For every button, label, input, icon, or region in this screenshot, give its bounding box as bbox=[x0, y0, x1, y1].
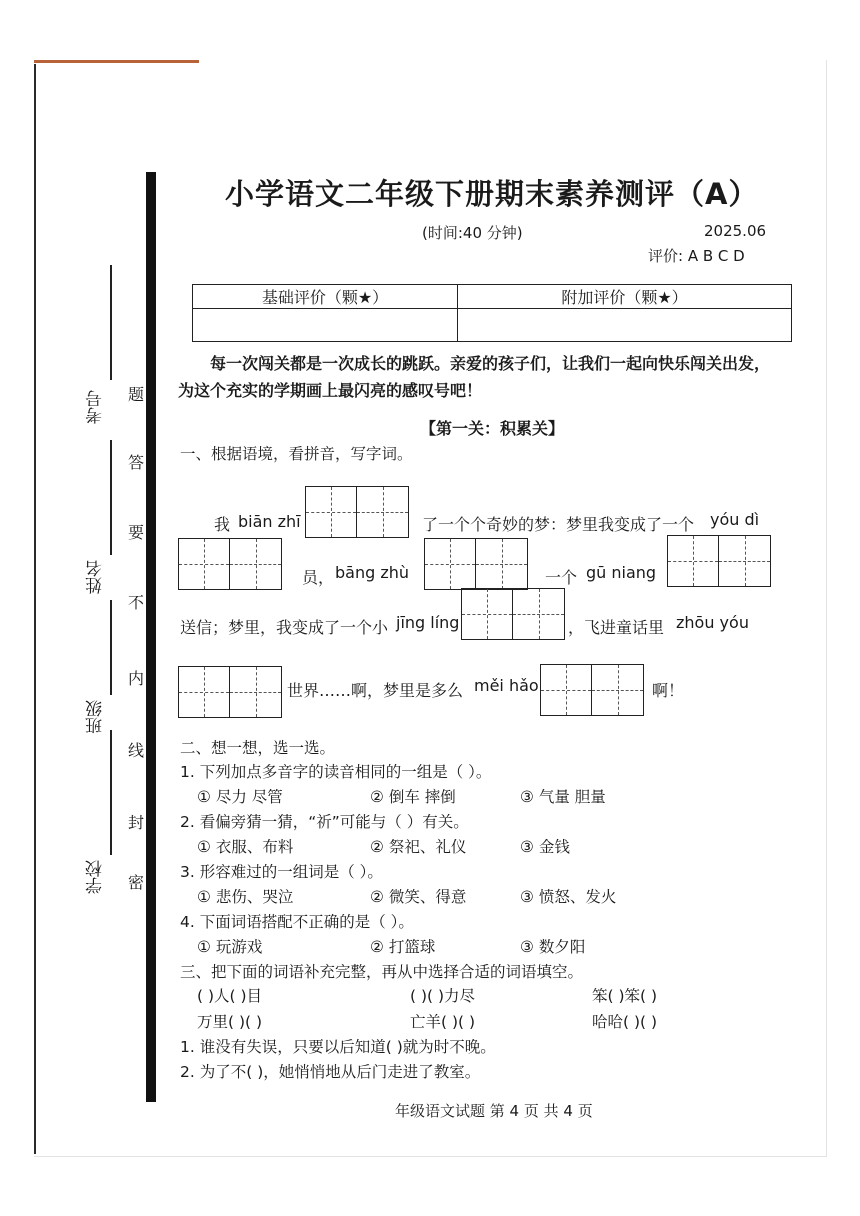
school-label: 学校 bbox=[86, 860, 106, 894]
text-fragment: 了一个个奇妙的梦：梦里我变成了一个 bbox=[422, 515, 695, 534]
seal-char: 内 bbox=[128, 669, 145, 688]
pinyin: zhōu yóu bbox=[676, 613, 749, 632]
school-line bbox=[110, 730, 112, 855]
top-edge-mark bbox=[34, 60, 199, 63]
writing-grid[interactable] bbox=[178, 666, 282, 718]
writing-grid[interactable] bbox=[424, 538, 528, 590]
writing-grid[interactable] bbox=[178, 538, 282, 590]
page-title: 小学语文二年级下册期末素养测评（A） bbox=[225, 177, 759, 211]
seal-char: 答 bbox=[128, 453, 145, 472]
seal-char: 要 bbox=[128, 523, 145, 542]
exam-date: 2025.06 bbox=[704, 222, 767, 240]
question-text: 4. 下面词语搭配不正确的是（ ）。 bbox=[180, 913, 414, 931]
writing-grid[interactable] bbox=[305, 486, 409, 538]
option-1[interactable]: ① 玩游戏 bbox=[197, 938, 263, 956]
page-footer: 年级语文试题 第 4 页 共 4 页 bbox=[395, 1102, 593, 1120]
pinyin: měi hǎo bbox=[474, 676, 539, 695]
text-fragment: 员， bbox=[302, 568, 335, 587]
text-fragment: 啊！ bbox=[652, 681, 685, 700]
name-label: 姓名 bbox=[86, 560, 106, 594]
option-3[interactable]: ③ 金钱 bbox=[520, 838, 570, 856]
exam-number-line bbox=[110, 265, 112, 380]
option-1[interactable]: ① 悲伤、哭泣 bbox=[197, 888, 294, 906]
seal-char: 线 bbox=[128, 741, 145, 760]
section1-title: 一、根据语境，看拼音，写字词。 bbox=[180, 445, 413, 463]
name-line bbox=[110, 440, 112, 555]
pinyin: biān zhī bbox=[238, 512, 301, 531]
seal-char: 密 bbox=[128, 873, 145, 892]
writing-grid[interactable] bbox=[667, 535, 771, 587]
seal-char: 封 bbox=[128, 813, 145, 832]
idiom-blank[interactable]: 笨( )笨( ) bbox=[592, 987, 658, 1005]
basic-score-cell[interactable] bbox=[193, 309, 458, 341]
question-text: 1. 下列加点多音字的读音相同的一组是（ ）。 bbox=[180, 763, 492, 781]
text-fragment: 送信；梦里，我变成了一个小 bbox=[180, 618, 389, 637]
exam-time: (时间:40 分钟) bbox=[422, 224, 523, 242]
option-3[interactable]: ③ 愤怒、发火 bbox=[520, 888, 617, 906]
level1-title: 【第一关：积累关】 bbox=[420, 419, 565, 438]
pinyin: bāng zhù bbox=[335, 563, 410, 582]
option-1[interactable]: ① 衣服、布料 bbox=[197, 838, 294, 856]
fill-sentence-1[interactable]: 1. 谁没有失误，只要以后知道( )就为时不晚。 bbox=[180, 1038, 496, 1056]
section3-title: 三、把下面的词语补充完整，再从中选择合适的词语填空。 bbox=[180, 963, 584, 981]
extra-score-header: 附加评价（颗★） bbox=[458, 285, 791, 309]
option-2[interactable]: ② 微笑、得意 bbox=[370, 888, 467, 906]
section2-title: 二、想一想，选一选。 bbox=[180, 739, 336, 757]
writing-grid[interactable] bbox=[461, 588, 565, 640]
basic-score-header: 基础评价（颗★） bbox=[193, 285, 458, 309]
idiom-blank[interactable]: 万里( )( ) bbox=[197, 1013, 263, 1031]
idiom-blank[interactable]: ( )( )力尽 bbox=[410, 987, 476, 1005]
seal-char: 题 bbox=[128, 385, 145, 404]
text-fragment: 世界……啊，梦里是多么 bbox=[287, 681, 464, 700]
pinyin: gū niang bbox=[586, 563, 657, 582]
class-line bbox=[110, 600, 112, 695]
text-fragment: 我 bbox=[214, 515, 231, 534]
idiom-blank[interactable]: 亡羊( )( ) bbox=[410, 1013, 476, 1031]
option-1[interactable]: ① 尽力 尽管 bbox=[197, 788, 283, 806]
writing-grid[interactable] bbox=[540, 664, 644, 716]
exam-number-label: 考号 bbox=[86, 390, 106, 424]
intro-paragraph: 每一次闯关都是一次成长的跳跃。亲爱的孩子们，让我们一起向快乐闯关出发，为这个充实的学期画上最闪亮的感叹号吧！ bbox=[178, 354, 771, 400]
option-2[interactable]: ② 倒车 摔倒 bbox=[370, 788, 456, 806]
option-2[interactable]: ② 祭祀、礼仪 bbox=[370, 838, 467, 856]
idiom-blank[interactable]: ( )人( )目 bbox=[197, 987, 263, 1005]
question-text: 3. 形容难过的一组词是（ ）。 bbox=[180, 863, 383, 881]
option-2[interactable]: ② 打篮球 bbox=[370, 938, 436, 956]
option-3[interactable]: ③ 数夕阳 bbox=[520, 938, 586, 956]
rating-scale: 评价: A B C D bbox=[648, 247, 745, 265]
pinyin: yóu dì bbox=[710, 510, 760, 529]
extra-score-cell[interactable] bbox=[458, 309, 791, 341]
idiom-blank[interactable]: 哈哈( )( ) bbox=[592, 1013, 658, 1031]
score-table bbox=[192, 284, 792, 342]
binding-bar bbox=[146, 172, 156, 1102]
left-edge-line bbox=[34, 64, 36, 1154]
class-label: 班级 bbox=[86, 700, 106, 734]
text-fragment: 一个 bbox=[545, 568, 578, 587]
text-fragment: ，飞进童话里 bbox=[568, 618, 665, 637]
question-text: 2. 看偏旁猜一猜，“祈”可能与（ ）有关。 bbox=[180, 813, 469, 831]
seal-char: 不 bbox=[128, 593, 145, 612]
fill-sentence-2[interactable]: 2. 为了不( )，她悄悄地从后门走进了教室。 bbox=[180, 1063, 481, 1081]
pinyin: jīng líng bbox=[396, 613, 460, 632]
option-3[interactable]: ③ 气量 胆量 bbox=[520, 788, 606, 806]
